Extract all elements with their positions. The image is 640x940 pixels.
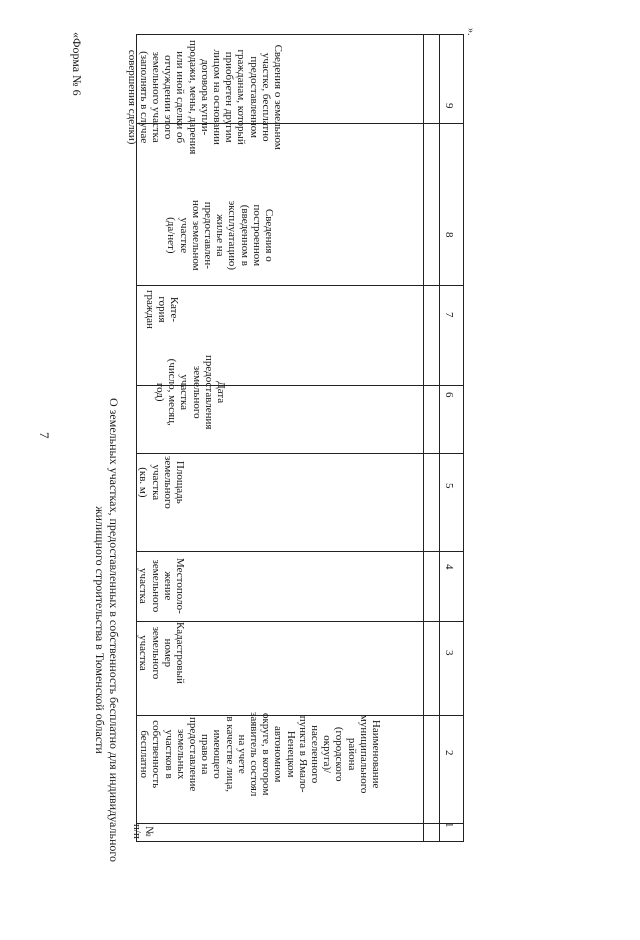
form-label: «Форма № 6 [70,32,84,96]
col-number-1: 1 [443,822,455,828]
header-col-4: Местополо- жение земельного участка [137,558,186,614]
col-number-8: 8 [443,232,455,238]
col-separator [137,823,463,824]
header-col-1: № п/п [130,824,155,839]
col-number-2: 2 [443,750,455,756]
title-line-2: жилищного строительства в Тюменской области [93,506,107,754]
col-number-4: 4 [443,564,455,570]
col-separator [137,453,463,454]
closing-quote: ». [465,28,476,36]
col-number-3: 3 [443,650,455,656]
page-number: 7 [37,432,52,439]
header-col-3: Кадастровый номер земельного участка [137,622,186,684]
title-line-1: О земельных участках, предоставленных в собственность бесплатно для индивидуального [107,398,121,862]
number-row-separator [439,35,440,841]
header-col-2: Наименование муниципального района (городского округа)/ населенного пункта в Ямало- Ненецком автономном округе, в котором заявитель состоял на учете в качестве лица, имеющего право на предоставление земельных участков в собственность бесплатно [138,712,382,797]
col-separator [137,285,463,286]
col-separator [137,551,463,552]
col-number-9: 9 [443,103,455,109]
col-number-5: 5 [443,483,455,489]
header-col-5: Площадь земельного участка (кв. м) [137,456,186,509]
header-col-7: Кате- гория граждан [143,290,180,329]
header-col-9: Сведения о земельном участке, бесплатно предоставленном гражданам, который приобретен другим лицом на основании договора купли- продажи, мены, дарения или иной сделки об отчуждении этого земельного участка (заполнять в случае совершения сделки) [125,40,284,155]
col-number-7: 7 [443,312,455,318]
header-col-6: Дата предоставления земельного участка (число, месяц, год) [153,355,227,430]
document-title [93,320,121,940]
header-row-separator [423,35,424,841]
header-col-8: Сведения о построенном (введенном в эксплуатацию) жилье на предоставлен- ном земельном участке (да/нет) [165,200,275,271]
col-number-6: 6 [443,392,455,398]
